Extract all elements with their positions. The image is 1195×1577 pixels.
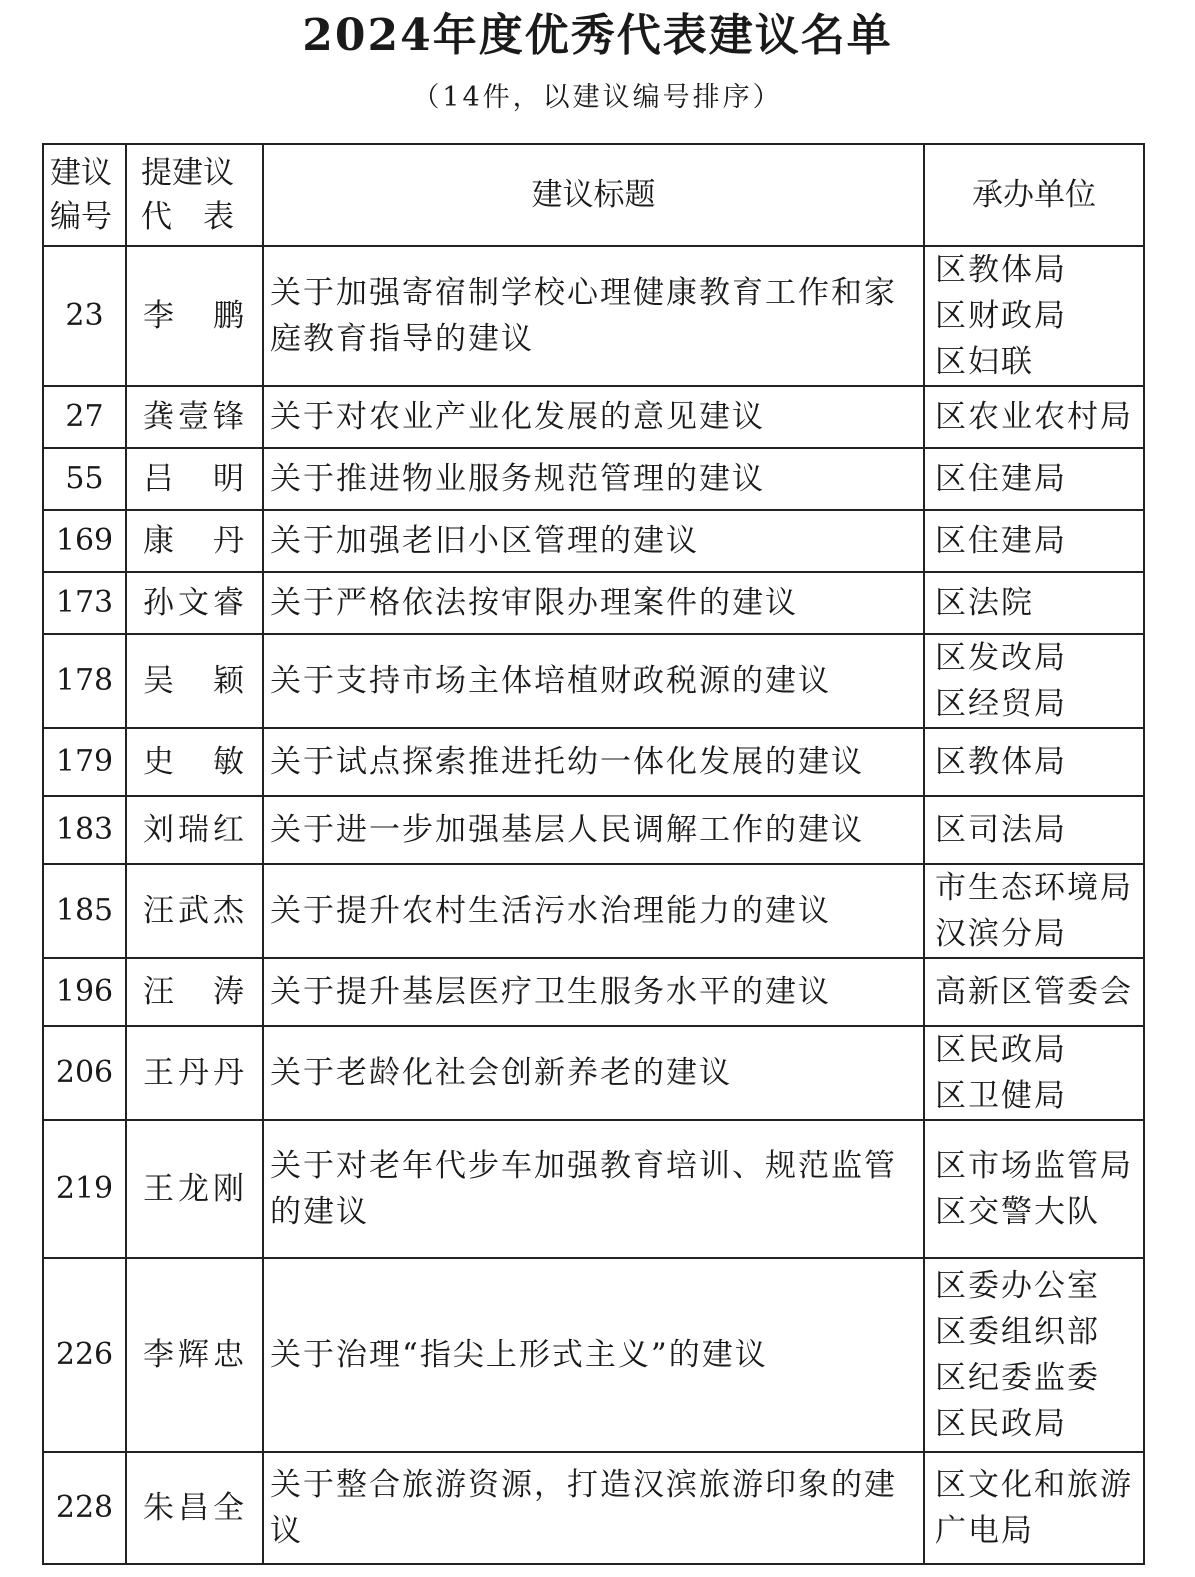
suggestion-number: 206 bbox=[43, 1026, 126, 1120]
handling-units bbox=[924, 796, 1144, 864]
suggestion-title: 关于对老年代步车加强教育培训、规范监管的建议 bbox=[263, 1120, 924, 1258]
handling-unit: 区经贸局 bbox=[935, 686, 1067, 722]
table-row bbox=[43, 1026, 1144, 1120]
handling-unit: 区委办公室 bbox=[935, 1268, 1100, 1304]
suggestion-title: 关于提升农村生活污水治理能力的建议 bbox=[263, 864, 924, 958]
header-number-line1: 建议 bbox=[50, 155, 112, 191]
suggestion-title: 关于推进物业服务规范管理的建议 bbox=[263, 448, 924, 510]
table-row bbox=[43, 448, 1144, 510]
suggestion-title: 关于治理“指尖上形式主义”的建议 bbox=[263, 1258, 924, 1452]
table-row bbox=[43, 728, 1144, 796]
handling-unit: 区住建局 bbox=[935, 461, 1067, 497]
handling-units bbox=[924, 1120, 1144, 1258]
handling-unit: 区民政局 bbox=[935, 1032, 1067, 1068]
handling-units bbox=[924, 572, 1144, 634]
suggestion-title: 关于进一步加强基层人民调解工作的建议 bbox=[263, 796, 924, 864]
table-body bbox=[43, 246, 1144, 1564]
handling-units bbox=[924, 958, 1144, 1026]
suggestion-number: 178 bbox=[43, 634, 126, 728]
handling-unit: 区文化和旅游 bbox=[935, 1467, 1133, 1503]
suggestion-number: 27 bbox=[43, 386, 126, 448]
document-subtitle: （14件，以建议编号排序） bbox=[412, 82, 783, 113]
handling-unit: 区财政局 bbox=[935, 298, 1067, 334]
handling-units bbox=[924, 634, 1144, 728]
handling-unit: 高新区管委会 bbox=[935, 974, 1133, 1010]
header-number bbox=[43, 144, 126, 246]
header-rep-line2: 代 表 bbox=[141, 199, 234, 235]
representative-name: 龚壹锋 bbox=[126, 386, 263, 448]
handling-units bbox=[924, 1452, 1144, 1564]
representative-name: 汪涛 bbox=[126, 958, 263, 1026]
handling-unit: 区发改局 bbox=[935, 640, 1067, 676]
suggestion-number: 219 bbox=[43, 1120, 126, 1258]
representative-name: 孙文睿 bbox=[126, 572, 263, 634]
handling-unit: 区住建局 bbox=[935, 523, 1067, 559]
handling-units bbox=[924, 448, 1144, 510]
header-rep-line1: 提建议 bbox=[141, 155, 234, 191]
representative-name: 吴颖 bbox=[126, 634, 263, 728]
suggestion-number: 179 bbox=[43, 728, 126, 796]
handling-unit: 区民政局 bbox=[935, 1406, 1067, 1442]
table-row bbox=[43, 510, 1144, 572]
handling-units bbox=[924, 246, 1144, 386]
suggestion-title: 关于严格依法按审限办理案件的建议 bbox=[263, 572, 924, 634]
representative-name: 朱昌全 bbox=[126, 1452, 263, 1564]
suggestion-title: 关于加强寄宿制学校心理健康教育工作和家庭教育指导的建议 bbox=[263, 246, 924, 386]
handling-unit: 区卫健局 bbox=[935, 1078, 1067, 1114]
suggestions-table bbox=[42, 143, 1145, 1565]
suggestion-number: 185 bbox=[43, 864, 126, 958]
table-row bbox=[43, 246, 1144, 386]
suggestion-number: 169 bbox=[43, 510, 126, 572]
header-title: 建议标题 bbox=[263, 144, 924, 246]
handling-units bbox=[924, 386, 1144, 448]
suggestion-number: 23 bbox=[43, 246, 126, 386]
suggestion-title: 关于试点探索推进托幼一体化发展的建议 bbox=[263, 728, 924, 796]
table-row bbox=[43, 1452, 1144, 1564]
representative-name: 王丹丹 bbox=[126, 1026, 263, 1120]
handling-unit: 区法院 bbox=[935, 585, 1034, 621]
table-row bbox=[43, 634, 1144, 728]
representative-name: 王龙刚 bbox=[126, 1120, 263, 1258]
handling-unit: 区妇联 bbox=[935, 344, 1034, 380]
suggestion-number: 55 bbox=[43, 448, 126, 510]
table-row bbox=[43, 796, 1144, 864]
document-title: 2024年度优秀代表建议名单 bbox=[302, 10, 893, 61]
representative-name: 史敏 bbox=[126, 728, 263, 796]
header-unit: 承办单位 bbox=[924, 144, 1144, 246]
table-row bbox=[43, 1120, 1144, 1258]
handling-units bbox=[924, 510, 1144, 572]
table-row bbox=[43, 864, 1144, 958]
suggestion-number: 228 bbox=[43, 1452, 126, 1564]
handling-unit: 区委组织部 bbox=[935, 1314, 1100, 1350]
table-row bbox=[43, 572, 1144, 634]
table-row bbox=[43, 386, 1144, 448]
handling-unit: 市生态环境局 bbox=[935, 870, 1133, 906]
suggestion-title: 关于整合旅游资源，打造汉滨旅游印象的建议 bbox=[263, 1452, 924, 1564]
handling-units bbox=[924, 728, 1144, 796]
representative-name: 吕明 bbox=[126, 448, 263, 510]
table-row bbox=[43, 1258, 1144, 1452]
handling-units bbox=[924, 1026, 1144, 1120]
handling-unit: 汉滨分局 bbox=[935, 916, 1067, 952]
representative-name: 汪武杰 bbox=[126, 864, 263, 958]
handling-unit: 区交警大队 bbox=[935, 1194, 1100, 1230]
suggestion-title: 关于老龄化社会创新养老的建议 bbox=[263, 1026, 924, 1120]
representative-name: 李鹏 bbox=[126, 246, 263, 386]
suggestion-title: 关于加强老旧小区管理的建议 bbox=[263, 510, 924, 572]
table-header-row bbox=[43, 144, 1144, 246]
suggestion-number: 226 bbox=[43, 1258, 126, 1452]
handling-unit: 区教体局 bbox=[935, 252, 1067, 288]
representative-name: 康丹 bbox=[126, 510, 263, 572]
handling-unit: 区市场监管局 bbox=[935, 1148, 1133, 1184]
representative-name: 李辉忠 bbox=[126, 1258, 263, 1452]
suggestion-title: 关于提升基层医疗卫生服务水平的建议 bbox=[263, 958, 924, 1026]
handling-units bbox=[924, 1258, 1144, 1452]
header-number-line2: 编号 bbox=[50, 199, 112, 235]
handling-unit: 区司法局 bbox=[935, 812, 1067, 848]
header-representative bbox=[126, 144, 263, 246]
handling-unit: 区教体局 bbox=[935, 744, 1067, 780]
suggestion-title: 关于对农业产业化发展的意见建议 bbox=[263, 386, 924, 448]
suggestion-number: 196 bbox=[43, 958, 126, 1026]
handling-units bbox=[924, 864, 1144, 958]
representative-name: 刘瑞红 bbox=[126, 796, 263, 864]
table-row bbox=[43, 958, 1144, 1026]
suggestion-number: 173 bbox=[43, 572, 126, 634]
suggestion-number: 183 bbox=[43, 796, 126, 864]
suggestion-title: 关于支持市场主体培植财政税源的建议 bbox=[263, 634, 924, 728]
handling-unit: 区农业农村局 bbox=[935, 399, 1133, 435]
handling-unit: 广电局 bbox=[935, 1513, 1034, 1549]
handling-unit: 区纪委监委 bbox=[935, 1360, 1100, 1396]
